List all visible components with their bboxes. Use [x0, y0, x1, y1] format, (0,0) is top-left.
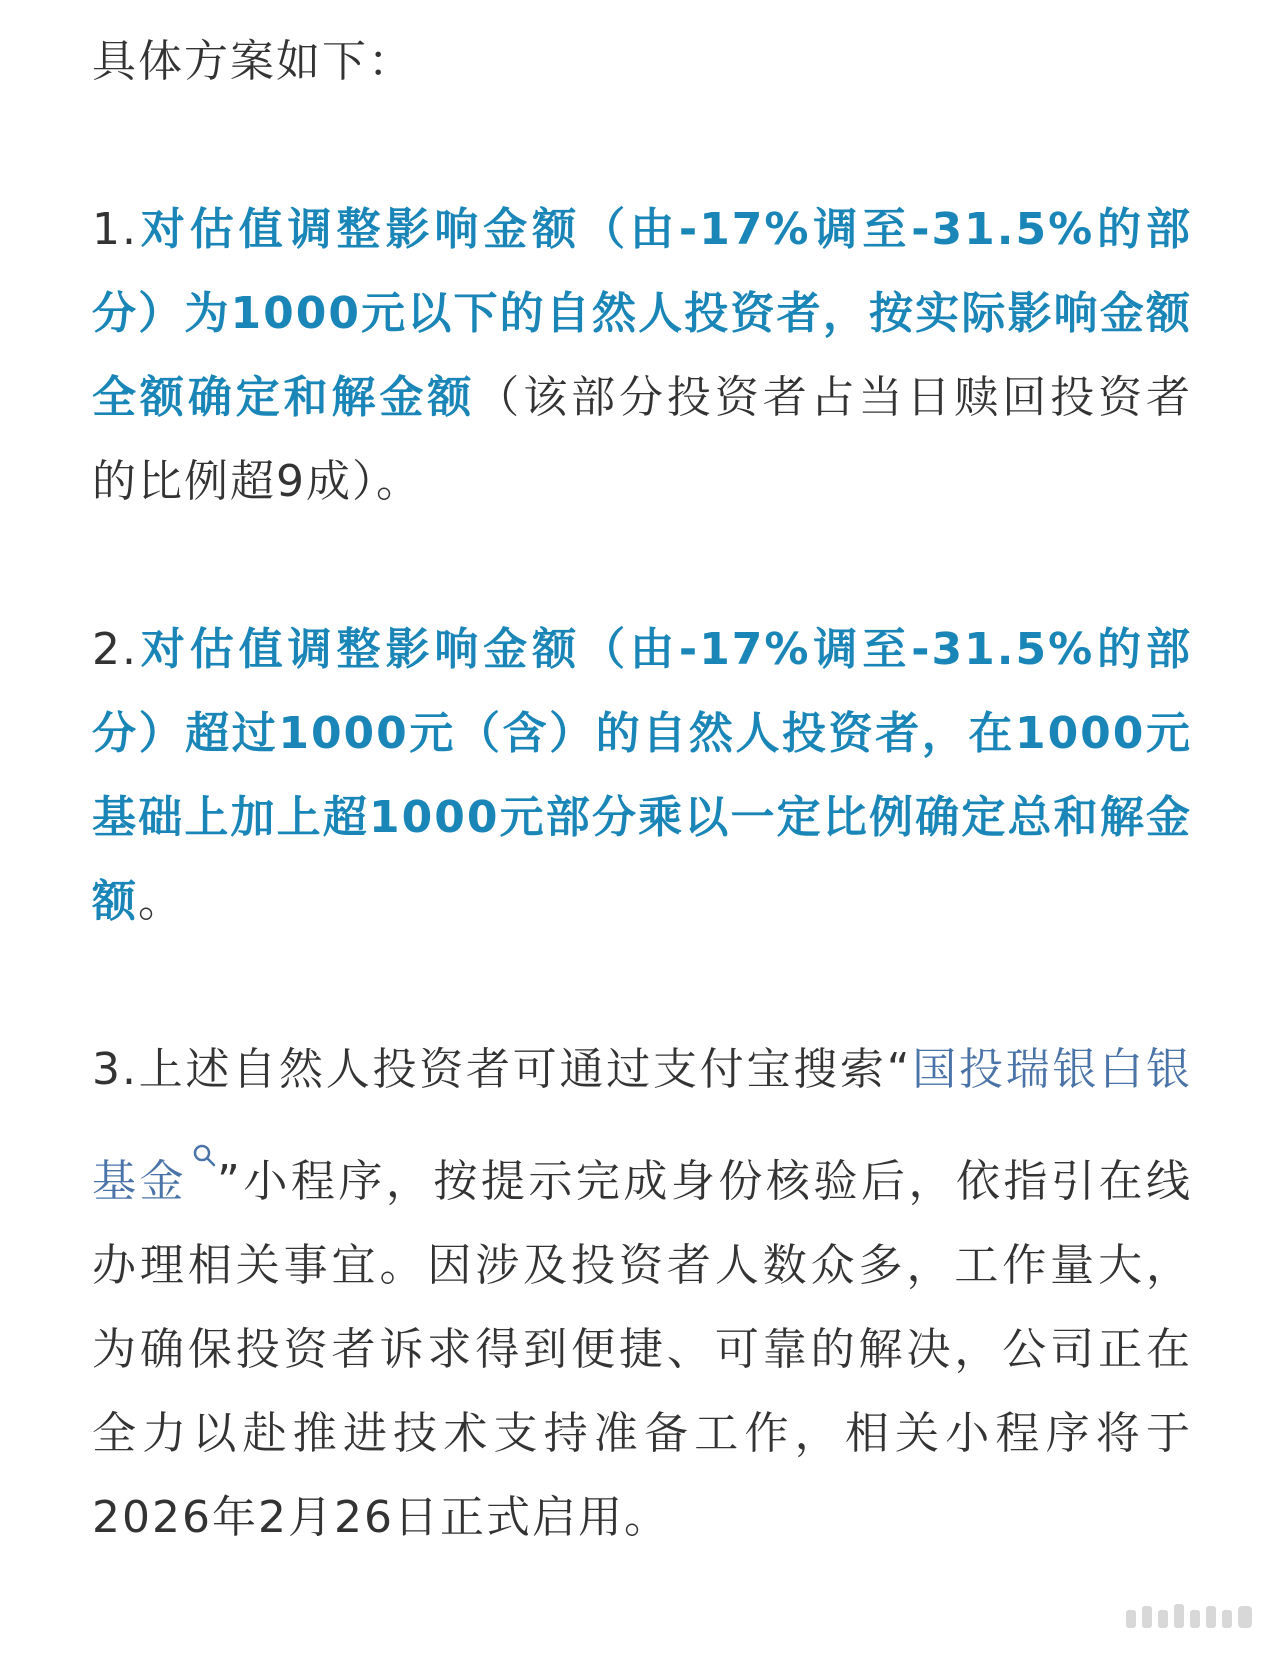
plan-item-3 — [92, 1028, 1192, 1560]
item-2-number: 2. — [92, 624, 138, 675]
item-2-note: 。 — [138, 876, 184, 927]
item-2-highlight: 对估值调整影响金额（由-17%调至-31.5%的部分）超过1000元（含）的自然人投资者，在1000元基础上加上超1000元部分乘以一定比例确定总和解金额 — [92, 624, 1192, 927]
item-3-prefix: 3.上述自然人投资者可通过支付宝搜索“ — [92, 1044, 912, 1095]
search-icon[interactable] — [191, 1112, 217, 1138]
search-link-label: 国投瑞银白银基金 — [92, 1044, 1193, 1207]
plan-item-1 — [92, 188, 1192, 524]
item-3-body: ”小程序，按提示完成身份核验后，依指引在线办理相关事宜。因涉及投资者人数众多，工作量大，为确保投资者诉求得到便捷、可靠的解决，公司正在全力以赴推进技术支持准备工作，相关小程序将于2026年2月26日正式启用。 — [92, 1156, 1193, 1543]
item-1-note: （该部分投资者占当日赎回投资者的比例超9成）。 — [92, 372, 1193, 507]
plan-item-2 — [92, 608, 1192, 944]
item-1-number: 1. — [92, 204, 138, 255]
article-body — [92, 20, 1192, 1644]
item-1-highlight: 对估值调整影响金额（由-17%调至-31.5%的部分）为1000元以下的自然人投资者，按实际影响金额全额确定和解金额 — [92, 204, 1192, 423]
watermark-icon — [1120, 1576, 1260, 1636]
section-heading: 具体方案如下： — [92, 36, 414, 87]
